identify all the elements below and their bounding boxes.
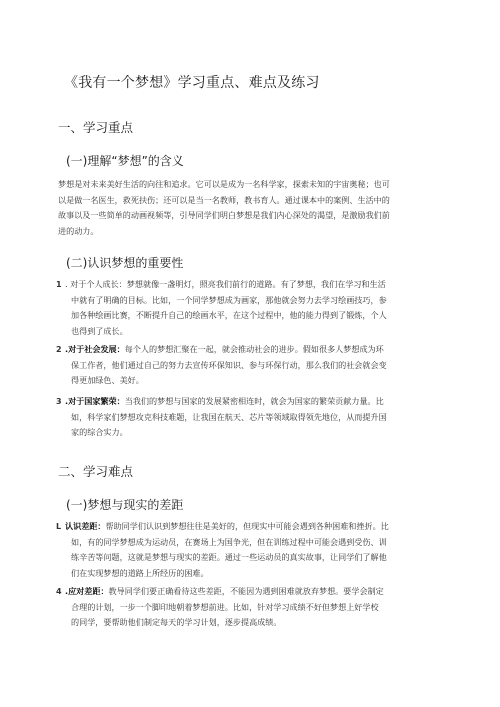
list-item-line: 们在实现梦想的道路上所经历的困难。: [71, 567, 209, 578]
list-item-line: 保工作者，他们通过自己的努力去宣传环保知识、参与环保行动，那么我们的社会就会变: [71, 359, 387, 370]
list-item-line: 中就有了明确的目标。比如，一个同学梦想成为画家，那他就会努力去学习绘画技巧，参: [71, 294, 387, 305]
paragraph-meaning: [58, 177, 448, 239]
paragraph-line: 梦想是对未来美好生活的向往和追求。它可以是成为一名科学家，探索未知的宇宙奥秘；也可: [58, 179, 390, 189]
list-item: [56, 519, 448, 581]
list-item-number: 4: [56, 587, 62, 596]
list-item-lead: .对于社会发展：: [65, 344, 125, 354]
list-item-line: 当我们的梦想与国家的发展紧密相连时，就会为国家的繁荣贡献力量。比: [124, 396, 384, 406]
subsection-heading-meaning: (一)理解“梦想”的含义: [66, 154, 184, 168]
list-item: [56, 342, 448, 389]
section-heading-difficulties: 二、学习难点: [58, 464, 134, 479]
list-item-line: 帮助同学们认识到梦想往往是美好的，但现实中可能会遇到各种困难和挫折。比: [105, 521, 389, 531]
list-item-line: 加各种绘画比赛，不断提升自己的绘画水平，在这个过程中，他的能力得到了锻炼，个人: [71, 310, 387, 321]
list-item-number: 2: [56, 345, 62, 354]
list-item-number: 3: [56, 397, 62, 406]
section-heading-key-points: 一、学习重点: [58, 120, 134, 135]
list-item-line: 每个人的梦想汇聚在一起，就会推动社会的进步。假如很多人梦想成为环: [124, 344, 384, 354]
list-item-number: 1: [56, 280, 62, 289]
list-item-line: 得更加绿色、美好。: [71, 375, 144, 386]
list-item-lead: 认识差距：: [65, 521, 106, 531]
list-item-line: . 对于个人成长：梦想就像一盏明灯，照亮我们前行的道路。有了梦想，我们在学习和生活: [65, 279, 386, 289]
list-item: [56, 584, 448, 631]
paragraph-line: 故事以及一些简单的动画视频等，引导同学们明白梦想是我们内心深处的渴望，是激励我们前: [58, 210, 390, 221]
paragraph-line: 进的动力。: [58, 225, 99, 236]
list-item: [56, 277, 448, 339]
subsection-heading-gap: (一)梦想与现实的差距: [66, 498, 184, 512]
list-item-line: 教导同学们要正确看待这些差距，不能因为遇到困难就放弃梦想。要学会制定: [108, 586, 384, 596]
list-item-line: 如，有的同学梦想成为运动员，在赛场上为国争光，但在训练过程中可能会遇到受伤、训: [71, 536, 387, 547]
subsection-heading-importance: (二)认识梦想的重要性: [66, 256, 184, 270]
list-item-line: 合理的计划，一步一个脚印地朝着梦想前进。比如，针对学习成绩不好但梦想上好学校: [71, 601, 379, 612]
list-item-lead: .对于国家繁荣：: [65, 396, 125, 406]
list-item-line: 练辛苦等问题，这就是梦想与现实的差距。通过一些运动员的真实故事，让同学们了解他: [71, 552, 387, 563]
list-item-line: 也得到了成长。: [71, 325, 128, 336]
list-item-line: 的同学，要帮助他们制定每天的学习计划，逐步提高成绩。: [71, 617, 282, 628]
list-item-line: 如，科学家们梦想攻克科技难题，让我国在航天、芯片等领域取得领先地位，从而提升国: [71, 411, 387, 422]
document-title: 《我有一个梦想》学习重点、难点及练习: [64, 75, 320, 91]
list-item-line: 家的综合实力。: [71, 427, 128, 438]
list-item-lead: .应对差距：: [65, 586, 109, 596]
list-item-number: L: [56, 522, 62, 531]
list-item: [56, 394, 448, 441]
paragraph-line: 以是做一名医生，救死扶伤；还可以是当一名教师，教书育人。通过课本中的案例、生活中的: [58, 194, 390, 205]
